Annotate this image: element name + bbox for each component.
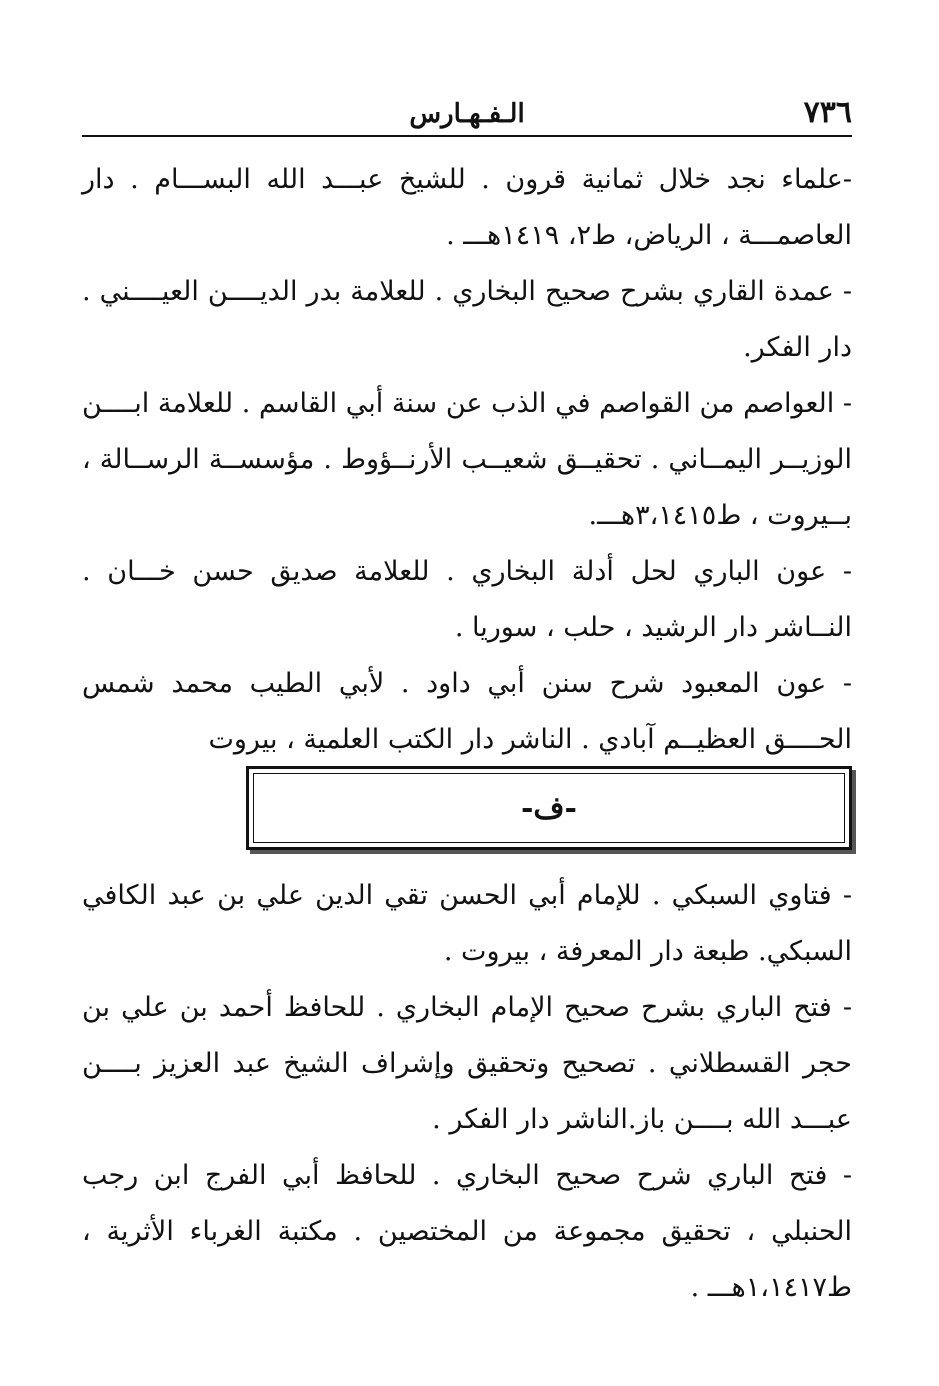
bibliography-entry: - عمدة القاري بشرح صحيح البخاري . للعلامة بدر الديــــن العيــــني . دار الفكر.	[82, 276, 852, 363]
bibliography-entries-before	[82, 152, 852, 768]
bibliography-entry: - العواصم من القواصم في الذب عن سنة أبي القاسم . للعلامة ابــــن الوزيــر اليمــاني . تحقيــق شعيــب الأرنــؤوط . مؤسســة الرســالة ، بــيروت ، ط٣،١٤١٥هـــ.	[82, 388, 852, 531]
bibliography-entry: -علماء نجد خلال ثمانية قرون . للشيخ عبـــد الله البســـام . دار العاصمـــة ، الرياض، ط٢، ١٤١٩هـــ .	[82, 164, 852, 251]
bibliography-entry: - عون الباري لحل أدلة البخاري . للعلامة صديق حسن خـــان . النــاشر دار الرشيد ، حلب ، سوريا .	[82, 556, 852, 643]
section-heading-box	[246, 766, 852, 850]
section-heading-letter: -ف-	[520, 791, 577, 826]
bibliography-entry: - فتح الباري شرح صحيح البخاري . للحافظ أبي الفرج ابن رجب الحنبلي ، تحقيق مجموعة من المختصين . مكتبة الغرباء الأثرية ، ط١،١٤١٧هـــ .	[82, 1160, 852, 1303]
header-rule	[82, 135, 852, 137]
bibliography-entry: - عون المعبود شرح سنن أبي داود . لأبي الطيب محمد شمس الحــــق العظيــم آبادي . الناشر دار الكتب العلمية ، بيروت	[82, 668, 852, 755]
page-number: ٧٣٦	[803, 95, 852, 130]
bibliography-entry: - فتاوي السبكي . للإمام أبي الحسن تقي الدين علي بن عبد الكافي السبكي. طبعة دار المعرفة ، بيروت .	[82, 880, 852, 967]
bibliography-entries-after	[82, 868, 852, 1316]
bibliography-entry: - فتح الباري بشرح صحيح الإمام البخاري . للحافظ أحمد بن علي بن حجر القسطلاني . تصحيح وتحقيق وإشراف الشيخ عبد العزيز بــــن عبـــد الله بــــن باز.الناشر دار الفكر .	[82, 992, 852, 1135]
running-title: الـفـهـارس	[409, 99, 525, 129]
page-header	[82, 92, 852, 136]
